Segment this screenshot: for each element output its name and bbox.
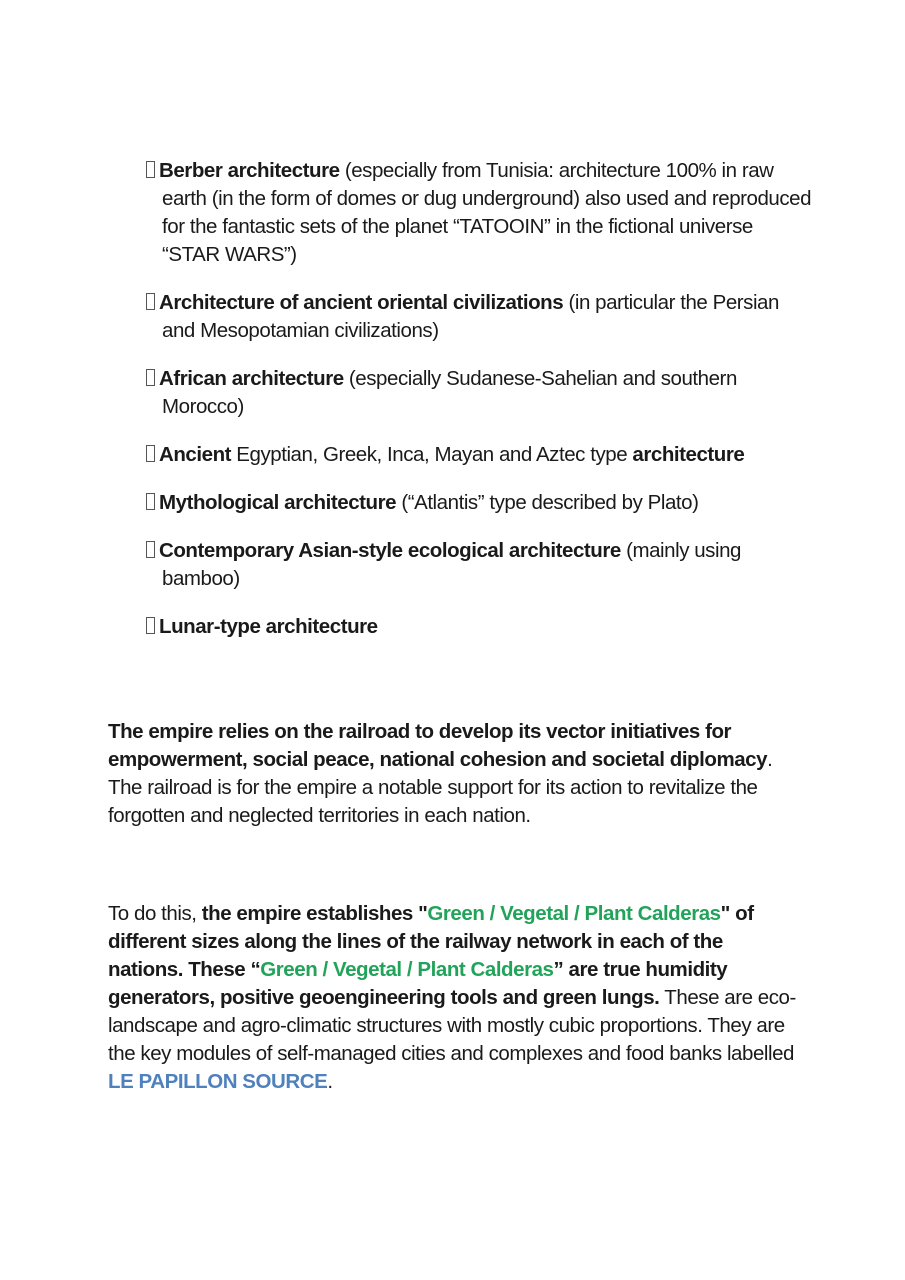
list-item [134,537,814,593]
list-item [134,613,814,641]
paragraph-bold-text: " of different sizes along the lines of the railway network in each of the nations. These “ [108,902,754,981]
paragraph-text: These are eco-landscape and agro-climatic structures with mostly cubic proportions. They are the key modules of self-managed cities and complexes and food banks labelled [108,986,796,1065]
paragraph-text: . [327,1070,333,1093]
bullet-icon [146,445,155,462]
item-description: (mainly using bamboo) [162,539,741,590]
list-item [134,289,814,345]
item-term: Architecture of ancient oriental civilizations [159,291,564,314]
paragraph-text: To do this, [108,902,202,925]
bullet-icon [146,161,155,178]
bullet-icon [146,369,155,386]
paragraph-bold-text: ” are true humidity generators, positive geoengineering tools and green lungs. [108,958,728,1009]
item-term: Mythological architecture [159,491,397,514]
item-description: Egyptian, Greek, Inca, Mayan and Aztec type [231,443,633,466]
list-item [134,157,814,269]
list-item [134,365,814,421]
item-term: Berber architecture [159,159,340,182]
bullet-icon [146,541,155,558]
item-term: Ancient [159,443,232,466]
paragraph-bold-text: The empire relies on the railroad to develop its vector initiatives for empowerment, social peace, national cohesion and societal diplomacy [108,720,768,771]
bullet-icon [146,493,155,510]
calderas-paragraph [108,900,798,1096]
green-calderas-term: Green / Vegetal / Plant Calderas [260,958,554,981]
green-calderas-term: Green / Vegetal / Plant Calderas [427,902,721,925]
list-item [134,441,814,469]
architecture-list [134,157,814,661]
item-description: (in particular the Persian and Mesopotamian civilizations) [162,291,779,342]
le-papillon-source-label: LE PAPILLON SOURCE [108,1070,328,1093]
item-description: (especially Sudanese-Sahelian and southern Morocco) [162,367,737,418]
item-term: Contemporary Asian-style ecological architecture [159,539,621,562]
item-description: (especially from Tunisia: architecture 100% in raw earth (in the form of domes or dug underground) also used and reproduced for the fantastic sets of the planet “TATOOIN” in the fictional universe “STAR WARS”) [162,159,812,266]
item-description: (“Atlantis” type described by Plato) [396,491,699,514]
bullet-icon [146,293,155,310]
item-term: African architecture [159,367,344,390]
item-term: architecture [632,443,745,466]
paragraph-text: . The railroad is for the empire a notable support for its action to revitalize the forgotten and neglected territories in each nation. [108,748,773,827]
paragraph-bold-text: the empire establishes " [201,902,428,925]
list-item [134,489,814,517]
bullet-icon [146,617,155,634]
item-term: Lunar-type architecture [159,615,378,638]
railroad-paragraph [108,718,798,830]
